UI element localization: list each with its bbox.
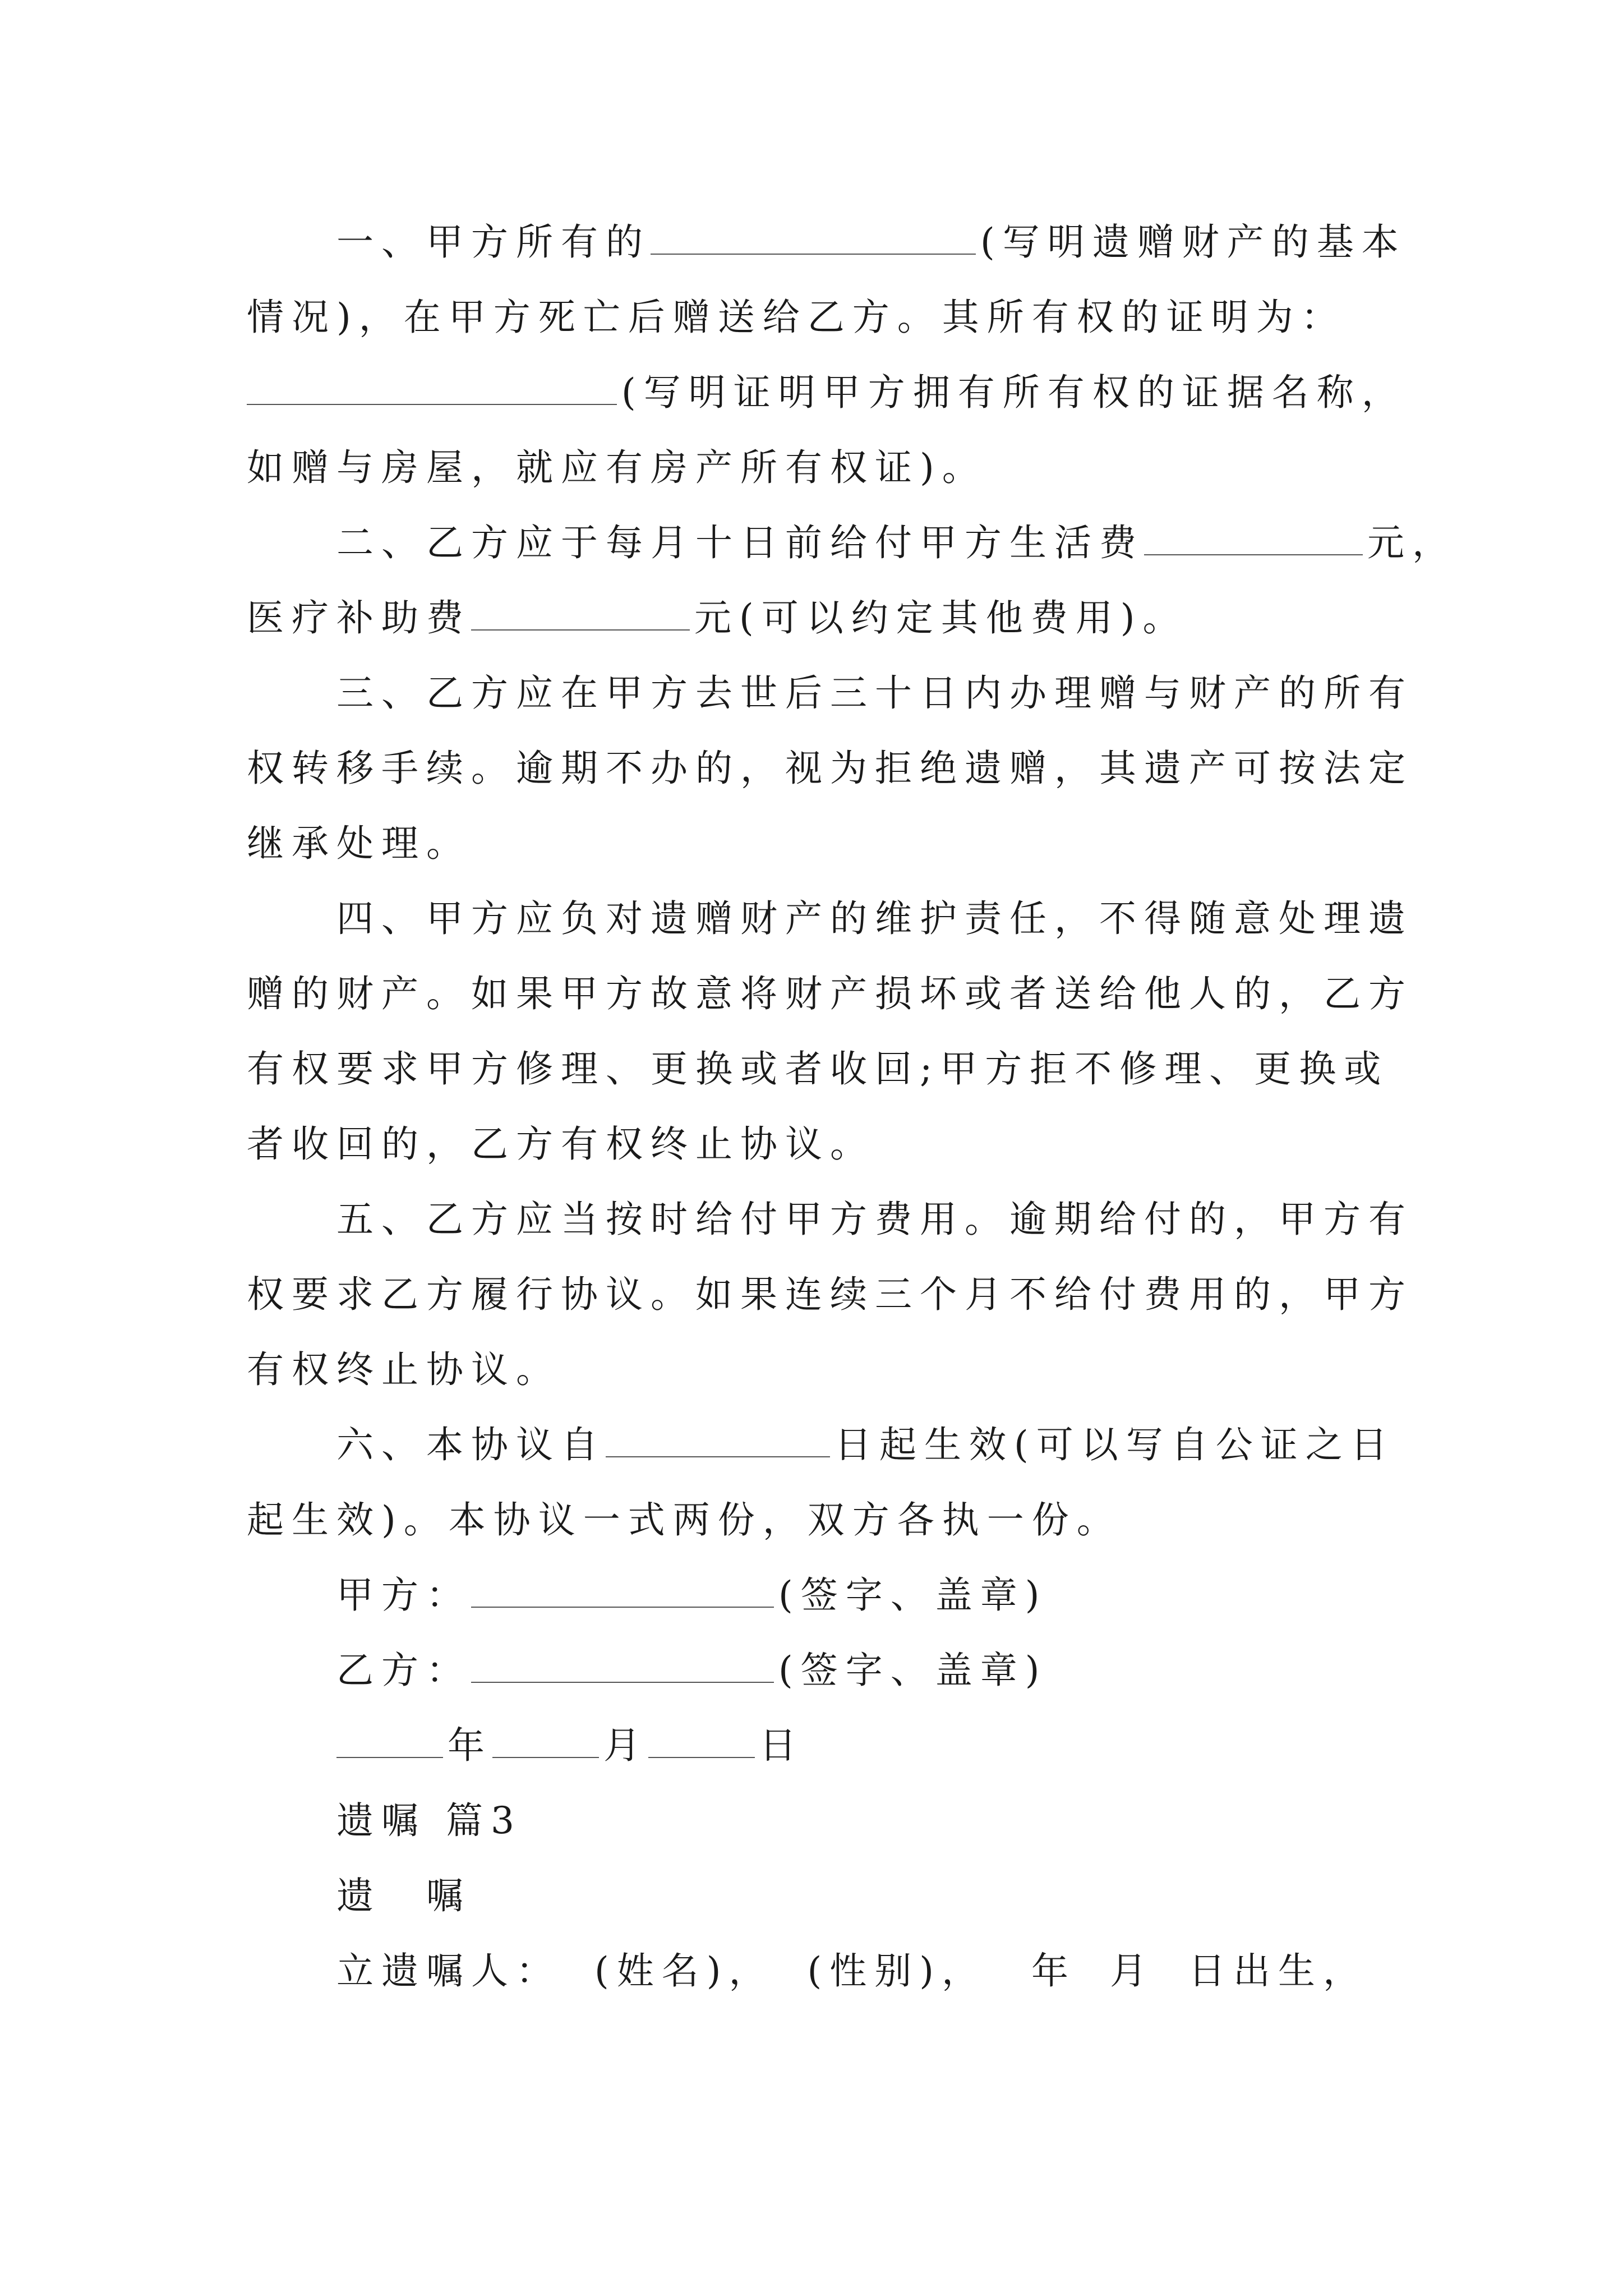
ownership-proof-blank	[247, 403, 617, 405]
clause-5-line-2: 权要求乙方履行协议。如果连续三个月不给付费用的，甲方	[247, 1273, 1413, 1316]
month-label: 月	[603, 1724, 648, 1767]
clause-1-text-a: 一、甲方所有的	[336, 220, 651, 264]
clause-4-line-3: 有权要求甲方修理、更换或者收回;甲方拒不修理、更换或	[247, 1047, 1389, 1091]
party-a-blank	[471, 1606, 774, 1608]
clause-1-line-1	[336, 214, 1407, 270]
living-expense-blank	[1144, 554, 1363, 555]
clause-1-text-c: (写明证明甲方拥有所有权的证据名称，	[621, 371, 1407, 414]
clause-5-line-1: 五、乙方应当按时给付甲方费用。逾期给付的，甲方有	[336, 1198, 1413, 1241]
clause-2-text-d: 元(可以约定其他费用)。	[694, 596, 1188, 639]
clause-1-text-b: (写明遗赠财产的基本	[980, 220, 1407, 264]
clause-4-line-2: 赠的财产。如果甲方故意将财产损坏或者送给他人的，乙方	[247, 972, 1413, 1015]
year-blank	[336, 1756, 443, 1758]
section-heading: 遗嘱 篇3	[336, 1799, 522, 1842]
party-a-sign-note: (签字、盖章)	[778, 1573, 1048, 1617]
testator-line	[336, 1943, 1368, 1999]
clause-1-line-2: 情况)，在甲方死亡后赠送给乙方。其所有权的证明为：	[247, 296, 1346, 339]
clause-3-line-2: 权转移手续。逾期不办的，视为拒绝遗赠，其遗产可按法定	[247, 747, 1413, 790]
property-blank	[651, 253, 976, 255]
clause-6-line-2: 起生效)。本协议一式两份，双方各执一份。	[247, 1498, 1122, 1542]
name-field: (姓名)，	[594, 1949, 774, 1993]
clause-2-line-1	[336, 515, 1457, 571]
clause-2-text-b: 元，	[1367, 521, 1457, 564]
party-b-label: 乙方：	[336, 1649, 471, 1692]
day-label: 日	[759, 1724, 804, 1767]
party-b-signature	[336, 1642, 1048, 1699]
will-title: 遗 嘱	[336, 1874, 471, 1917]
testator-label: 立遗嘱人：	[336, 1949, 561, 1993]
clause-5-line-3: 有权终止协议。	[247, 1348, 561, 1391]
clause-2-text-c: 医疗补助费	[247, 596, 471, 639]
year-label: 年	[448, 1724, 492, 1767]
clause-3-line-3: 继承处理。	[247, 822, 471, 865]
clause-1-line-4: 如赠与房屋，就应有房产所有权证)。	[247, 446, 987, 489]
clause-2-text-a: 二、乙方应于每月十日前给付甲方生活费	[336, 521, 1144, 564]
signing-date	[336, 1718, 804, 1774]
clause-1-line-3	[247, 365, 1407, 421]
clause-6-text-a: 六、本协议自	[336, 1423, 606, 1466]
birth-year-label: 年	[1031, 1949, 1076, 1993]
party-a-signature	[336, 1567, 1048, 1623]
gender-field: (性别)，	[807, 1949, 986, 1993]
clause-6-line-1	[336, 1417, 1395, 1473]
party-a-label: 甲方：	[336, 1573, 471, 1617]
month-blank	[492, 1756, 599, 1758]
medical-subsidy-blank	[471, 629, 690, 631]
party-b-sign-note: (签字、盖章)	[778, 1649, 1048, 1692]
clause-4-line-4: 者收回的，乙方有权终止协议。	[247, 1122, 875, 1166]
clause-6-text-b: 日起生效(可以写自公证之日	[834, 1423, 1395, 1466]
party-b-blank	[471, 1681, 774, 1683]
clause-2-line-2	[247, 590, 1188, 646]
effective-date-blank	[606, 1456, 830, 1457]
day-blank	[648, 1756, 755, 1758]
clause-4-line-1: 四、甲方应负对遗赠财产的维护责任，不得随意处理遗	[336, 897, 1413, 940]
birth-month-label: 月	[1110, 1949, 1155, 1993]
clause-3-line-1: 三、乙方应在甲方去世后三十日内办理赠与财产的所有	[336, 671, 1413, 715]
birth-day-label: 日出生，	[1188, 1949, 1368, 1993]
